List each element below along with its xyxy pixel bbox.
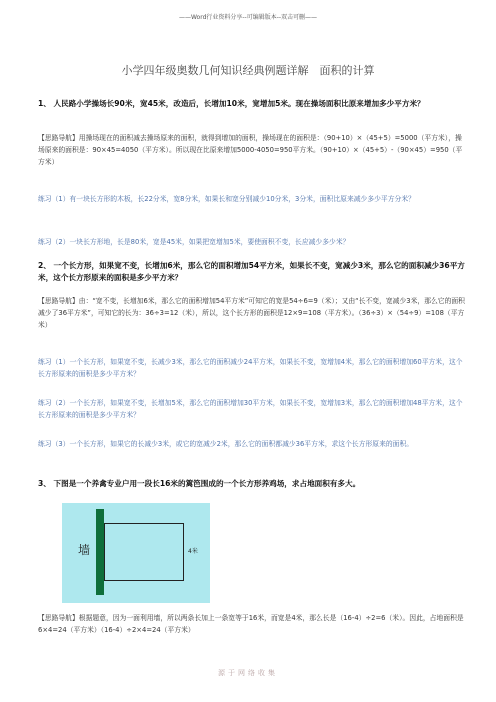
exercise-2-2: 练习（2）一个长方形，如果宽不变，长增加5米，那么它的面积增加30平方米，如果长不变，宽增加3米，那么它的面积增加48平方米，这个长方形原来的面积是多少平方米？ [38,399,463,419]
exercise-2-1: 练习（1）一个长方形，如果宽不变，长减少3米，那么它的面积减少24平方米，如果长不变，宽增加4米，那么它的面积增加60平方米，这个长方形原来的面积是多少平方米？ [38,358,463,378]
page-title: 小学四年级奥数几何知识经典例题详解 面积的计算 [121,64,375,77]
question-1: 1、 人民路小学操场长90米，宽45米，改造后，长增加10米，宽增加5米。现在操场面积比原来增加多少平方米？ [38,99,425,108]
wall-bar [96,509,104,595]
question-3: 3、 下图是一个养禽专业户用一段长16米的篱笆围成的一个长方形养鸡场，求占地面积有多大。 [38,479,361,488]
exercise-1-2: 练习（2）一块长方形地，长是80米，宽是45米，如果把宽增加5米，要使面积不变，长应减少多少米？ [38,238,350,246]
page-header: ——Word行业资料分享--可编辑版本--双击可删—— [178,14,318,21]
width-label: 4米 [188,548,198,555]
farm-rectangle [104,523,184,581]
guide-2: 【思路导航】由：“宽不变，长增加6米，那么它的面积增加54平方米”可知它的宽是54÷6=9（米）；又由“长不变，宽减少3米，那么它的面积减少了36平方米”，可知它的长为：36÷3=12（米），所以，这个长方形的面积是12×9=108（平方米）。（36÷3）×（54÷9）=108（平方米） [38,297,465,329]
guide-1: 【思路导航】用操场现在的面积减去操场原来的面积，就得到增加的面积，操场现在的面积是：（90+10）×（45+5）=5000（平方米），操场原来的面积是：90×45=4050（平方米）。所以现在比原来增加5000-4050=950平方米。（90+10）×（45+5）-（90×45）=950（平方米） [38,134,463,166]
question-2: 2、 一个长方形，如果宽不变，长增加6米，那么它的面积增加54平方米，如果长不变，宽减少3米，那么它的面积减少36平方米，这个长方形原来的面积是多少平方米？ [38,261,465,282]
guide-3: 【思路导航】根据题意，因为一面利用墙，所以两条长加上一条宽等于16米，而宽是4米，那么长是（16-4）÷2=6（米）。因此，占地面积是6×4=24（平方米）（16-4）÷2×4=24（平方米） [38,614,464,634]
wall-label: 墙 [78,543,91,557]
exercise-2-3: 练习（3）一个长方形，如果它的长减少3米，或它的宽减少2米，那么它的面积都减少36平方米，求这个长方形原来的面积。 [38,440,414,448]
chicken-farm-diagram [62,503,210,603]
exercise-1-1: 练习（1）有一块长方形的木板，长22分米，宽8分米，如果长和宽分别减少10分米，3分米，面积比原来减少多少平方分米？ [38,195,415,203]
page-footer: 源于网络收集 [218,669,278,677]
